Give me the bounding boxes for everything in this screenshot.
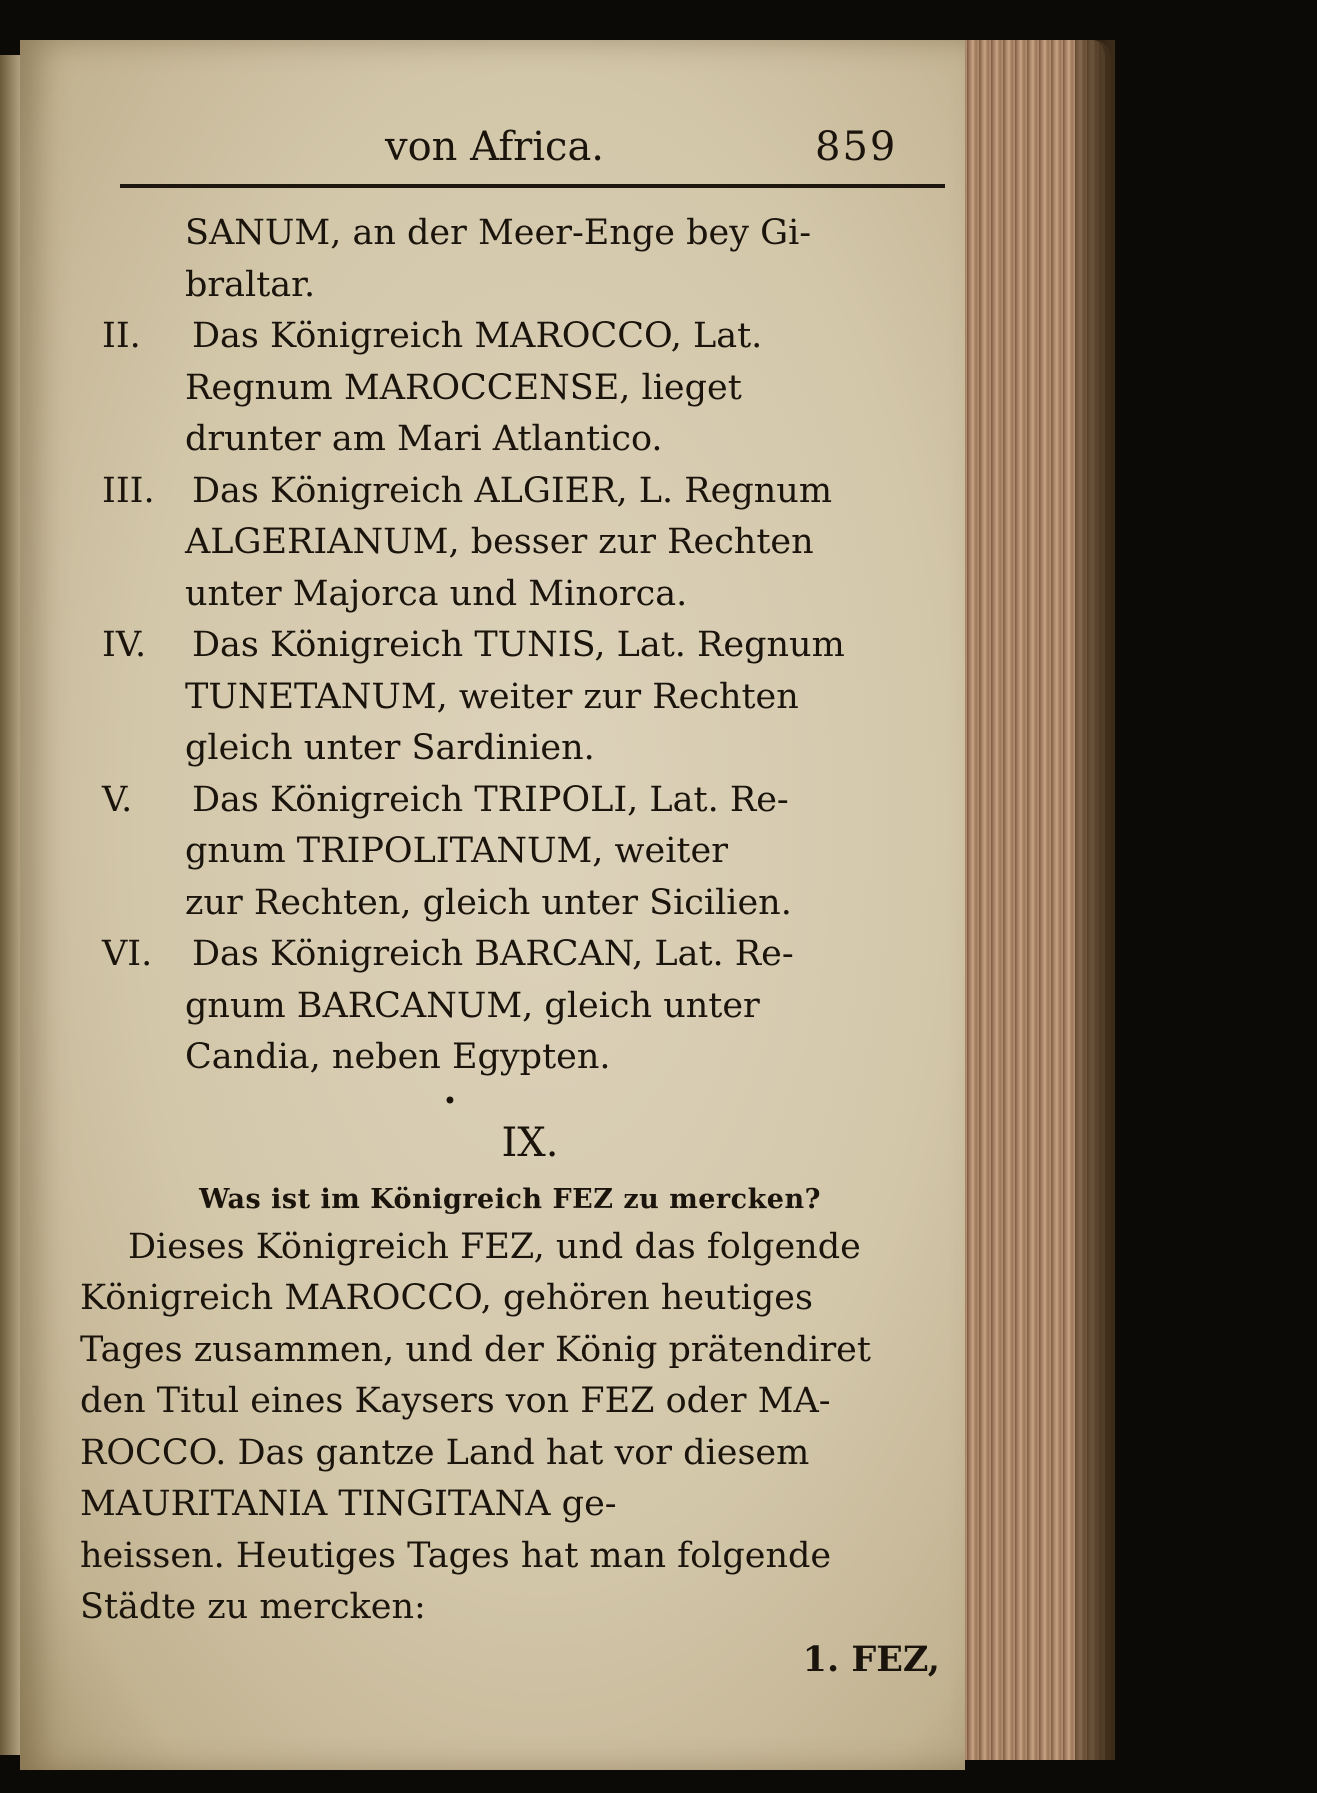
- list-number: V.: [102, 779, 133, 820]
- body-line: Königreich MAROCCO, gehören heutiges: [80, 1278, 813, 1318]
- body-line: heissen. Heutiges Tages hat man folgende: [80, 1535, 832, 1576]
- list-number: IV.: [102, 625, 147, 665]
- list-item-4: IV. Das Königreich TUNIS, Lat. Regnum: [80, 620, 940, 672]
- catchword: 1. FEZ,: [802, 1638, 940, 1680]
- list-line: unter Majorca und Minorca.: [185, 573, 688, 614]
- page-header: [80, 118, 930, 174]
- running-title: von Africa.: [385, 124, 605, 170]
- list-item-3: III. Das Königreich ALGIER, L. Regnum: [80, 466, 940, 518]
- list-line: ALGERIANUM, besser zur Rechten: [185, 522, 814, 562]
- body-line: Städte zu mercken:: [80, 1587, 426, 1627]
- separator-dot: •: [442, 1086, 458, 1115]
- list-item-5: V. Das Königreich TRIPOLI, Lat. Re-: [80, 775, 940, 827]
- page-number: 859: [815, 124, 898, 170]
- list-item-6: VI. Das Königreich BARCAN, Lat. Re-: [80, 929, 940, 981]
- book-page: [20, 40, 965, 1770]
- body-line: ROCCO. Das gantze Land hat vor diesem: [80, 1432, 810, 1473]
- list-line: drunter am Mari Atlantico.: [185, 419, 663, 459]
- left-page-edge: [0, 55, 22, 1755]
- list-line: braltar.: [185, 264, 316, 305]
- header-rule: [120, 184, 945, 188]
- body-line: den Titul eines Kaysers von FEZ oder MA-: [80, 1381, 831, 1421]
- page-fore-edge: [955, 40, 1111, 1760]
- body-line: Tages zusammen, und der König prätendiret: [80, 1329, 871, 1370]
- body-line: Dieses Königreich FEZ, und das folgende: [128, 1226, 861, 1267]
- list-line: Regnum MAROCCENSE, lieget: [185, 367, 742, 408]
- list-number: II.: [102, 316, 141, 356]
- list-line: gnum TRIPOLITANUM, weiter: [185, 831, 728, 871]
- body-line: MAURITANIA TINGITANA ge-: [80, 1484, 617, 1524]
- section-number: IX.: [501, 1119, 559, 1166]
- page-content: [80, 118, 940, 1680]
- text-block: [80, 208, 940, 1685]
- list-line: Candia, neben Egypten.: [185, 1037, 611, 1077]
- list-line: gleich unter Sardinien.: [185, 728, 595, 768]
- list-line: zur Rechten, gleich unter Sicilien.: [185, 882, 792, 923]
- list-number: III.: [102, 470, 155, 511]
- list-line: SANUM, an der Meer-Enge bey Gi-: [185, 213, 812, 253]
- list-number: VI.: [102, 934, 153, 974]
- list-item-2: II. Das Königreich MAROCCO, Lat.: [80, 311, 940, 363]
- list-line: gnum BARCANUM, gleich unter: [185, 985, 760, 1026]
- list-line: TUNETANUM, weiter zur Rechten: [185, 676, 799, 717]
- section-question: Was ist im Königreich FEZ zu mercken?: [199, 1183, 821, 1215]
